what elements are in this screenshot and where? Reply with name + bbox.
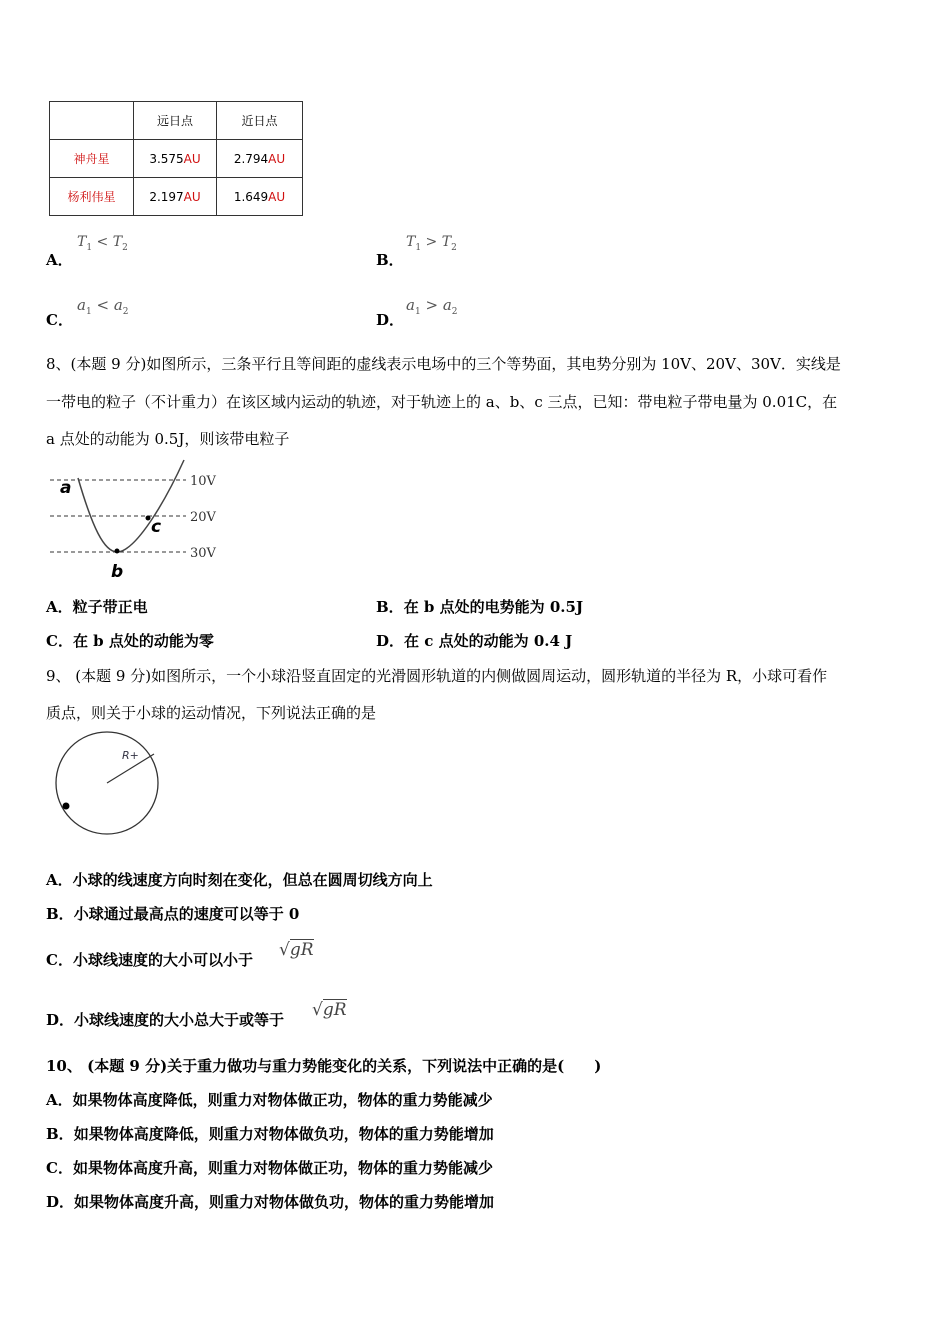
label-20v: 20V (190, 510, 216, 525)
q9-option-d-sqrt: √gR (312, 1000, 347, 1020)
table-header-cell (50, 102, 134, 140)
q7-option-a-formula: $T_1 < T_2$ (77, 234, 128, 253)
ball (63, 803, 70, 810)
q10-option-c: C．如果物体高度升高，则重力对物体做正功，物体的重力势能减少 (46, 1159, 493, 1177)
q9-option-c-sqrt: √gR (279, 940, 314, 960)
orbit-table (49, 101, 303, 216)
q7-option-b-formula: $T_1 > T_2$ (406, 234, 457, 253)
q9-option-a: A．小球的线速度方向时刻在变化，但总在圆周切线方向上 (46, 871, 433, 889)
label-point-a: a (60, 478, 72, 498)
table-header-row (50, 102, 303, 140)
point-c-dot (146, 516, 151, 521)
label-point-c: c (151, 517, 162, 537)
label-30v: 30V (190, 546, 216, 561)
table-header-cell: 远日点 (134, 102, 217, 140)
label-point-b: b (111, 562, 124, 582)
point-b-dot (115, 549, 120, 554)
q10-option-d: D．如果物体高度升高，则重力对物体做负功，物体的重力势能增加 (46, 1193, 495, 1211)
circular-track-diagram (50, 728, 166, 840)
q8-stem-line-3: a 点处的动能为 0.5J，则该带电粒子 (46, 430, 290, 448)
q9-option-b: B．小球通过最高点的速度可以等于 0 (46, 905, 300, 923)
q10-option-b: B．如果物体高度降低，则重力对物体做负功，物体的重力势能增加 (46, 1125, 494, 1143)
q8-option-b: B．在 b 点处的电势能为 0.5J (376, 598, 584, 616)
table-cell-near: 2.794AU (217, 140, 303, 178)
q8-option-d: D．在 c 点处的动能为 0.4 J (376, 632, 573, 650)
table-cell-far: 3.575AU (134, 140, 217, 178)
table-cell-name: 杨利伟星 (50, 178, 134, 216)
table-cell-near: 1.649AU (217, 178, 303, 216)
q7-option-d-formula: $a_1 > a_2$ (406, 296, 458, 317)
label-10v: 10V (190, 474, 216, 489)
q8-option-a: A．粒子带正电 (46, 598, 148, 616)
q9-option-c: C．小球线速度的大小可以小于 (46, 951, 253, 969)
q7-option-c-label: C． (46, 311, 73, 329)
q9-option-d: D．小球线速度的大小总大于或等于 (46, 1011, 285, 1029)
q8-stem-line-2: 一带电的粒子（不计重力）在该区域内运动的轨迹，对于轨迹上的 a、b、c 三点，已知：带电粒子带电量为 0.01C，在 (46, 393, 838, 411)
equipotential-diagram (46, 456, 246, 584)
q8-option-c: C．在 b 点处的动能为零 (46, 632, 214, 650)
table-cell-far: 2.197AU (134, 178, 217, 216)
q10-option-a: A．如果物体高度降低，则重力对物体做正功，物体的重力势能减少 (46, 1091, 493, 1109)
q10-stem: 10、 (本题 9 分)关于重力做功与重力势能变化的关系，下列说法中正确的是( ) (46, 1057, 602, 1075)
particle-trajectory (78, 460, 184, 552)
table-row (50, 140, 303, 178)
q7-option-a-label: A． (46, 251, 73, 269)
q8-stem-line-1: 8、(本题 9 分)如图所示，三条平行且等间距的虚线表示电场中的三个等势面，其电势分别为 10V、20V、30V．实线是 (46, 355, 841, 373)
q7-option-c-formula: $a_1 < a_2$ (77, 296, 129, 317)
table-row (50, 178, 303, 216)
q9-stem-line-1: 9、 (本题 9 分)如图所示，一个小球沿竖直固定的光滑圆形轨道的内侧做圆周运动，圆形轨道的半径为 R，小球可看作 (46, 667, 828, 685)
table-cell-name: 神舟星 (50, 140, 134, 178)
radius-label: R+ (122, 749, 139, 762)
table-header-cell: 近日点 (217, 102, 303, 140)
q7-option-d-label: D． (376, 311, 405, 329)
q9-stem-line-2: 质点，则关于小球的运动情况，下列说法正确的是 (46, 704, 377, 722)
q7-option-b-label: B． (376, 251, 404, 269)
